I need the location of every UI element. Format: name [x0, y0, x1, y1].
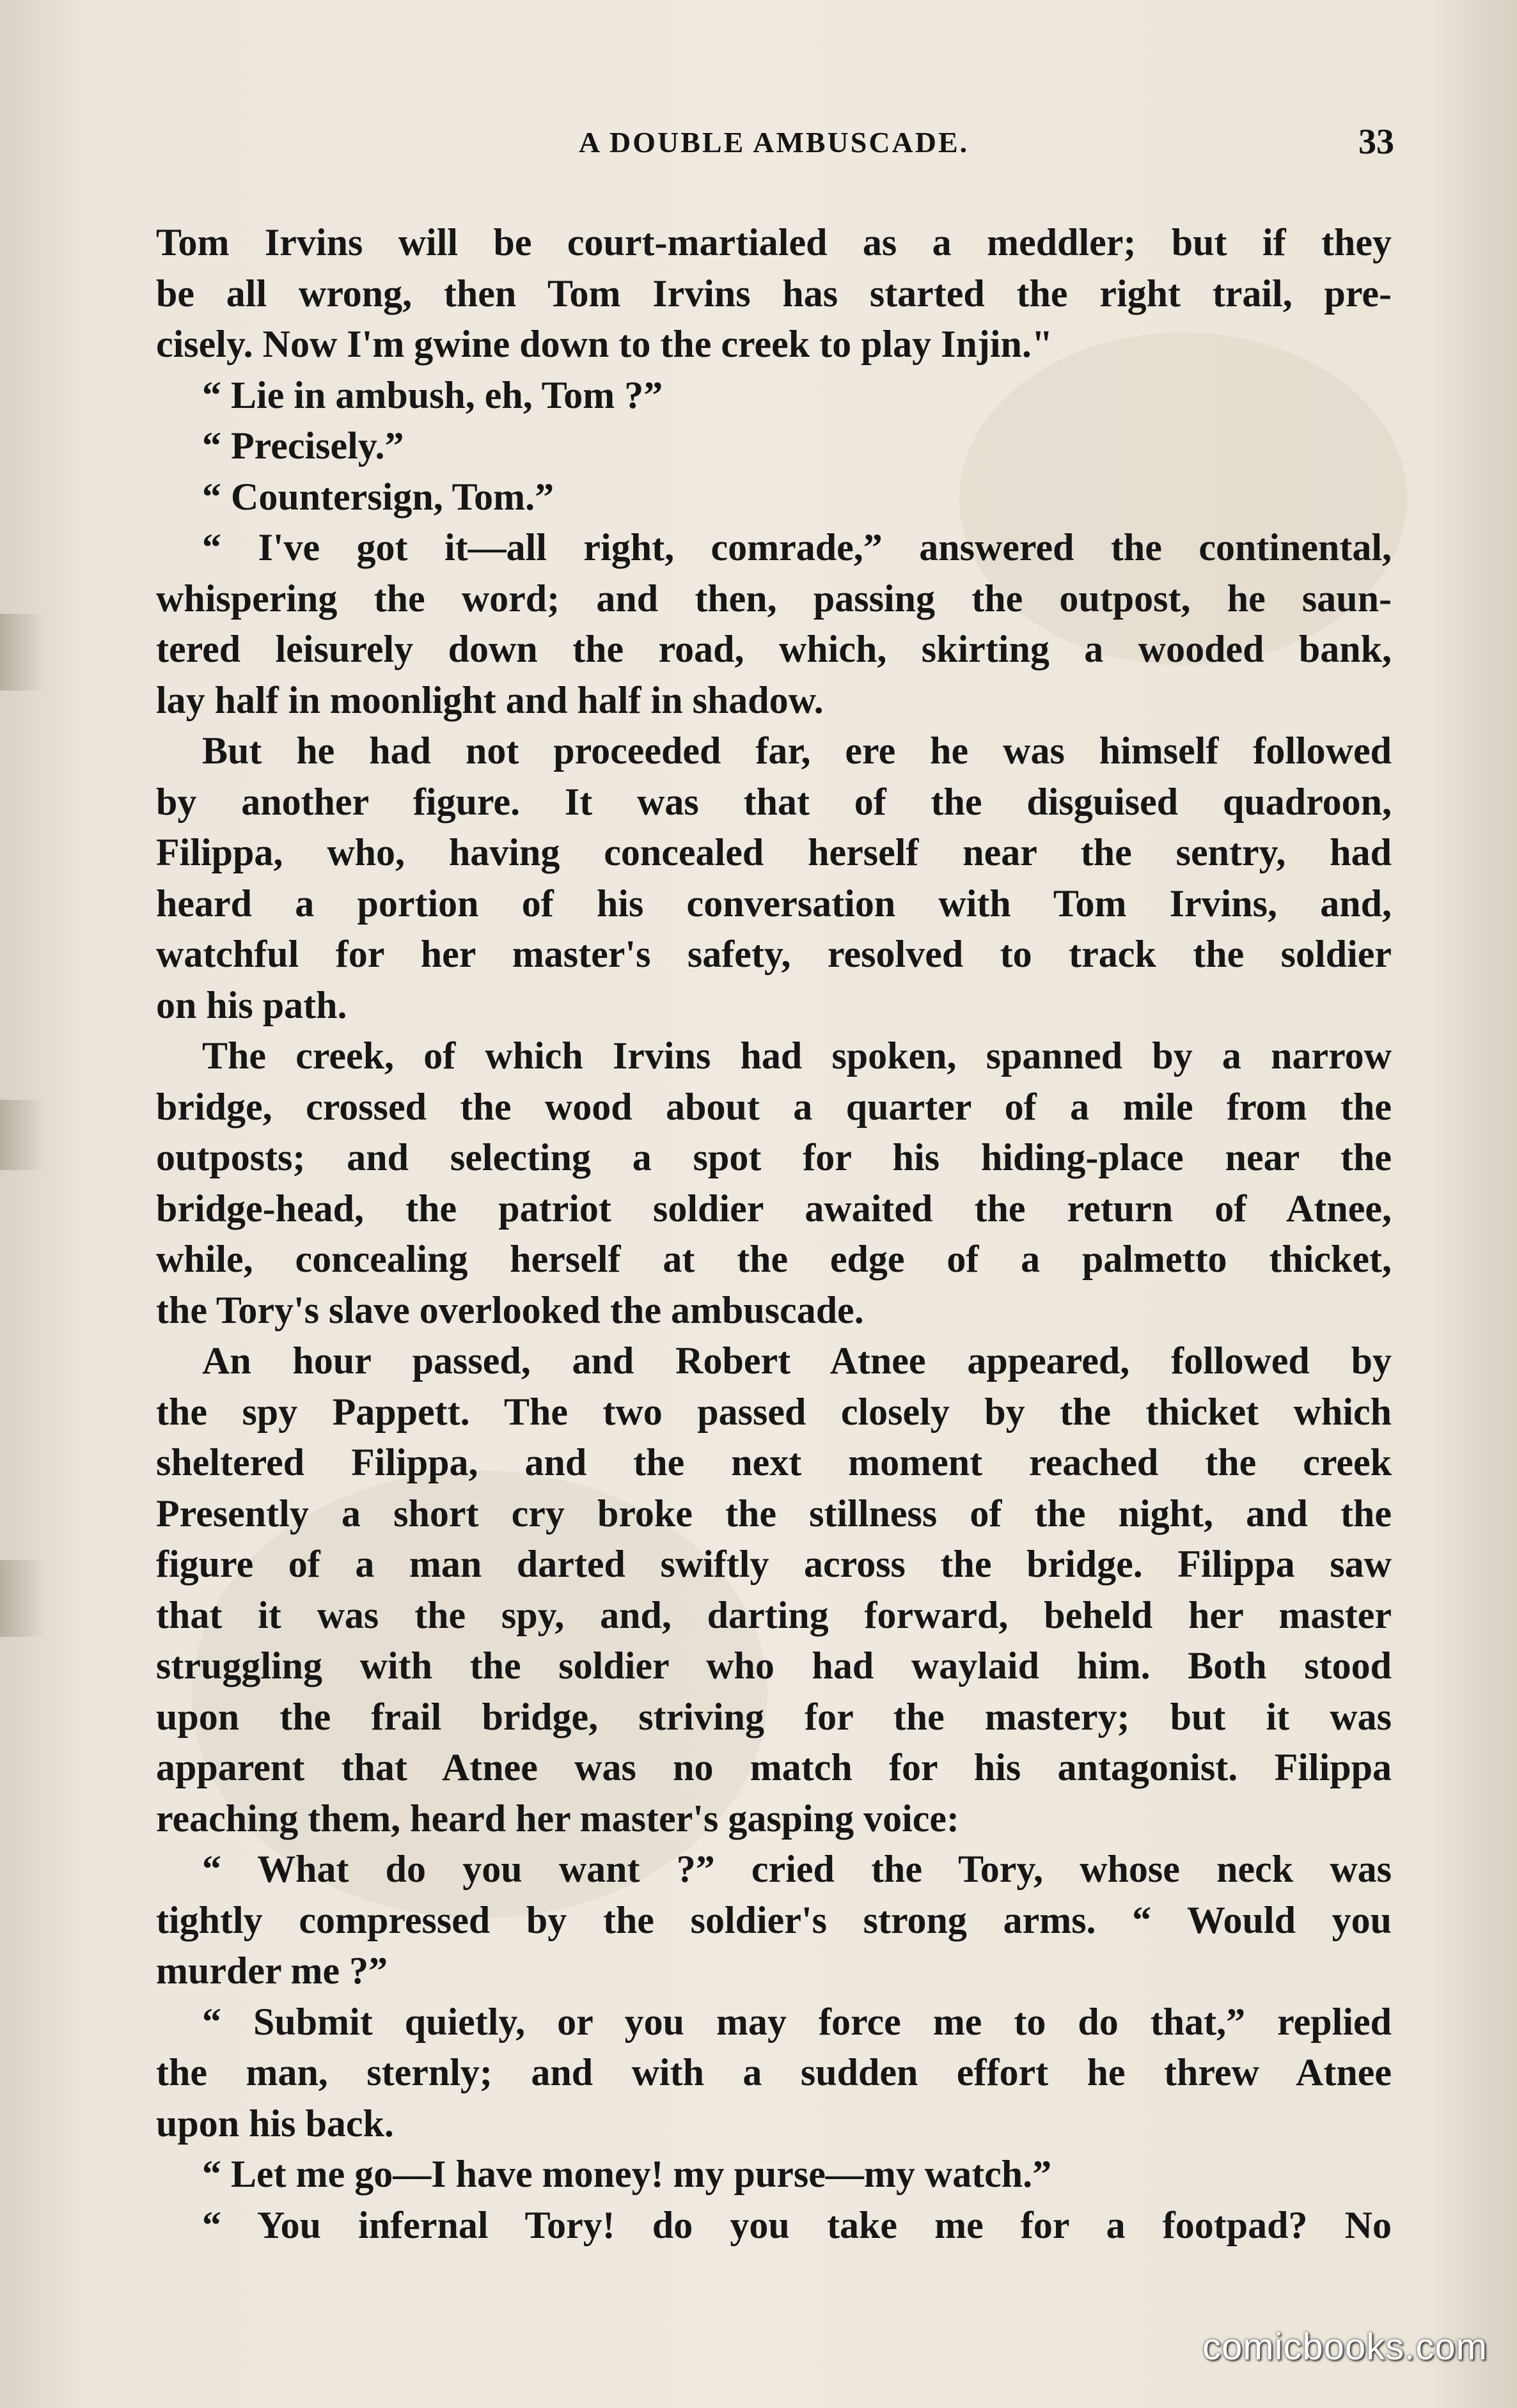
text-line: sheltered Filippa, and the next moment reached the creek: [156, 1441, 1392, 1483]
text-line: “ What do you want ?” cried the Tory, whose neck was: [202, 1848, 1392, 1890]
text-line: heard a portion of his conversation with Tom Irvins, and,: [156, 882, 1392, 925]
text-line: the man, sternly; and with a sudden effort he threw Atnee: [156, 2051, 1392, 2093]
text-line: lay half in moonlight and half in shadow.: [156, 678, 824, 721]
text-line: the spy Pappett. The two passed closely by the thicket which: [156, 1390, 1392, 1433]
text-line: apparent that Atnee was no match for his antagonist. Filippa: [156, 1746, 1392, 1788]
text-line: the Tory's slave overlooked the ambuscade.: [156, 1288, 864, 1331]
text-line: “ You infernal Tory! do you take me for a footpad? No: [202, 2203, 1392, 2246]
page-crease: [0, 1560, 45, 1637]
text-line: But he had not proceeded far, ere he was himself followed: [202, 730, 1392, 772]
text-line: by another figure. It was that of the disguised quadroon,: [156, 780, 1392, 823]
text-line: reaching them, heard her master's gasping voice:: [156, 1797, 959, 1840]
text-line: murder me ?”: [156, 1950, 388, 1992]
text-line: figure of a man darted swiftly across the bridge. Filippa saw: [156, 1543, 1392, 1585]
text-line: “ Lie in ambush, eh, Tom ?”: [202, 373, 663, 416]
text-line: upon the frail bridge, striving for the mastery; but it was: [156, 1695, 1392, 1738]
text-line: “ Let me go—I have money! my purse—my watch.”: [202, 2153, 1052, 2195]
site-watermark: comicbooks.com: [1202, 2326, 1488, 2368]
text-line: on his path.: [156, 983, 347, 1026]
text-line: An hour passed, and Robert Atnee appeared, followed by: [202, 1340, 1392, 1382]
text-line: cisely. Now I'm gwine down to the creek to play Injin.": [156, 323, 1053, 365]
text-line: bridge-head, the patriot soldier awaited the return of Atnee,: [156, 1187, 1392, 1230]
text-line: bridge, crossed the wood about a quarter of a mile from the: [156, 1085, 1392, 1128]
text-line: tered leisurely down the road, which, skirting a wooded bank,: [156, 628, 1392, 670]
text-line: “ Submit quietly, or you may force me to do that,” replied: [202, 2000, 1392, 2043]
text-line: struggling with the soldier who had waylaid him. Both stood: [156, 1645, 1392, 1687]
text-line: tightly compressed by the soldier's strong arms. “ Would you: [156, 1898, 1392, 1941]
page-crease: [0, 1100, 45, 1170]
running-head: A DOUBLE AMBUSCADE.: [578, 126, 970, 159]
body-text: [156, 217, 1392, 2251]
text-line: “ Precisely.”: [202, 425, 404, 467]
text-line: watchful for her master's safety, resolved to track the soldier: [156, 933, 1392, 975]
page-crease: [0, 614, 45, 691]
text-line: whispering the word; and then, passing the outpost, he saun-: [156, 577, 1392, 620]
text-line: Tom Irvins will be court-martialed as a meddler; but if they: [156, 221, 1392, 263]
text-line: outposts; and selecting a spot for his hiding-place near the: [156, 1136, 1392, 1178]
text-line: be all wrong, then Tom Irvins has started the right trail, pre-: [156, 272, 1392, 315]
text-line: while, concealing herself at the edge of a palmetto thicket,: [156, 1238, 1392, 1280]
page-header: [153, 121, 1394, 173]
text-line: “ Countersign, Tom.”: [202, 475, 554, 518]
text-line: that it was the spy, and, darting forward, beheld her master: [156, 1593, 1392, 1636]
text-line: Filippa, who, having concealed herself near the sentry, had: [156, 831, 1392, 873]
text-line: Presently a short cry broke the stillness of the night, and the: [156, 1492, 1392, 1535]
page-number: 33: [1358, 122, 1394, 162]
text-line: upon his back.: [156, 2102, 394, 2145]
text-line: The creek, of which Irvins had spoken, spanned by a narrow: [202, 1035, 1392, 1077]
text-line: “ I've got it—all right, comrade,” answered the continental,: [202, 526, 1392, 568]
